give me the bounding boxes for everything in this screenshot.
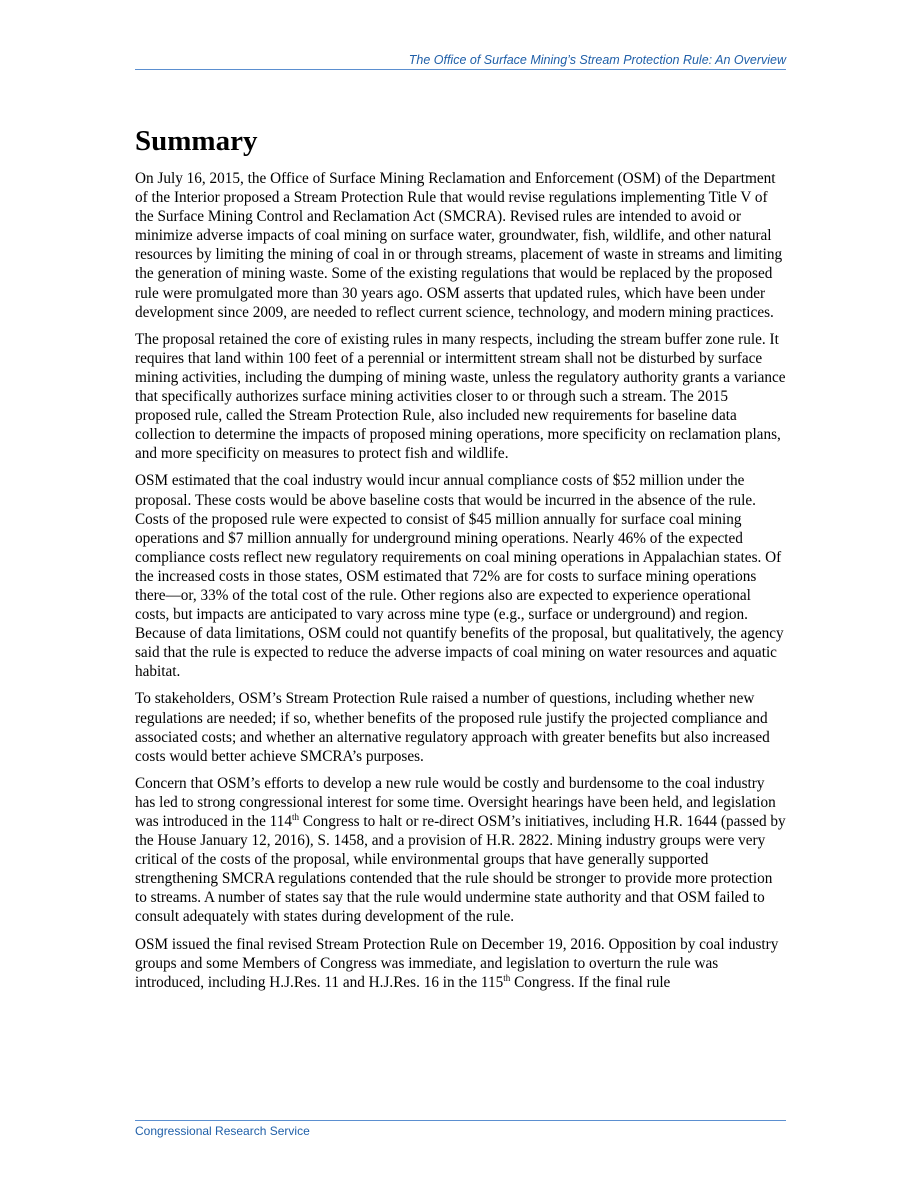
paragraph-1: On July 16, 2015, the Office of Surface Mining Reclamation and Enforcement (OSM) of the Department of the Interior proposed a Stream Protection Rule that would revise regulations implementing Title V of the Surface Mining Control and Reclamation Act (SMCRA). Revised rules are intended to avoid or minimize adverse impacts of coal mining on surface water, groundwater, fish, wildlife, and other natural resources by limiting the mining of coal in or through streams, placement of waste in streams and limiting the generation of mining waste. Some of the existing regulations that would be replaced by the proposed rule were promulgated more than 30 years ago. OSM asserts that updated rules, which have been under development since 2009, are needed to reflect current science, technology, and modern mining practices. [135,170,783,321]
header-divider [135,69,786,70]
ordinal-superscript: th [503,972,511,983]
paragraph-6 [135,935,786,992]
paragraph-4: To stakeholders, OSM’s Stream Protection Rule raised a number of questions, including whether new regulations are needed; if so, whether benefits of the proposed rule justify the projected compliance and associated costs; and whether an alternative regulatory approach with greater benefits but also increased costs would better achieve SMCRA’s purposes. [135,690,770,765]
ordinal-superscript: th [291,812,299,822]
footer-publisher: Congressional Research Service [135,1124,310,1138]
paragraph-6-text-a: OSM issued the final revised Stream Protection Rule on December 19, 2016. Opposition by coal industry groups and some Members of Congress was immediate, and legislation to overturn the rule was introduced, including H.J.Res. 11 and H.J.Res. 16 in the 115 [135,935,779,991]
running-header-title: The Office of Surface Mining’s Stream Protection Rule: An Overview [408,53,786,67]
paragraph-5 [135,774,786,927]
paragraph-5-text-b: Congress to halt or re-direct OSM’s initiatives, including H.R. 1644 (passed by the House January 12, 2016), S. 1458, and a provision of H.R. 2822. Mining industry groups were very critical of the costs of the proposal, while environmental groups that have generally supported strengthening SMCRA regulations contended that the rule should be stronger to provide more protection to streams. A number of states say that the rule would undermine state authority and that OSM failed to consult adequately with states during development of the rule. [135,813,786,926]
summary-body [135,169,786,1000]
paragraph-3: OSM estimated that the coal industry would incur annual compliance costs of $52 million under the proposal. These costs would be above baseline costs that would be incurred in the absence of the rule. Costs of the proposed rule were expected to consist of $45 million annually for surface coal mining operations and $7 million annually for underground mining operations. Nearly 46% of the expected compliance costs reflect new regulatory requirements on coal mining operations in Appalachian states. Of the increased costs in those states, OSM estimated that 72% are for costs to surface mining operations there—or, 33% of the total cost of the rule. Other regions also are expected to experience operational costs, but impacts are anticipated to vary across mine type (e.g., surface or underground) and region. Because of data limitations, OSM could not quantify benefits of the proposal, but qualitatively, the agency said that the rule is expected to reduce the adverse impacts of coal mining on water resources and aquatic habitat. [135,472,784,681]
section-title: Summary [135,125,258,157]
paragraph-6-text-b: Congress. If the final rule [510,973,671,991]
paragraph-5-text-a: Concern that OSM’s efforts to develop a new rule would be costly and burdensome to the coal industry has led to strong congressional interest for some time. Oversight hearings have been held, and legislation was introduced in the 114 [135,774,776,830]
paragraph-2: The proposal retained the core of existing rules in many respects, including the stream buffer zone rule. It requires that land within 100 feet of a perennial or intermittent stream shall not be disturbed by surface mining activities, including the dumping of mining waste, unless the regulatory authority grants a variance that specifically authorizes surface mining activities closer to or through such a stream. The 2015 proposed rule, called the Stream Protection Rule, also included new requirements for baseline data collection to determine the impacts of proposed mining operations, more specificity on reclamation plans, and more specificity on measures to protect fish and wildlife. [135,330,786,463]
footer-divider [135,1120,786,1121]
